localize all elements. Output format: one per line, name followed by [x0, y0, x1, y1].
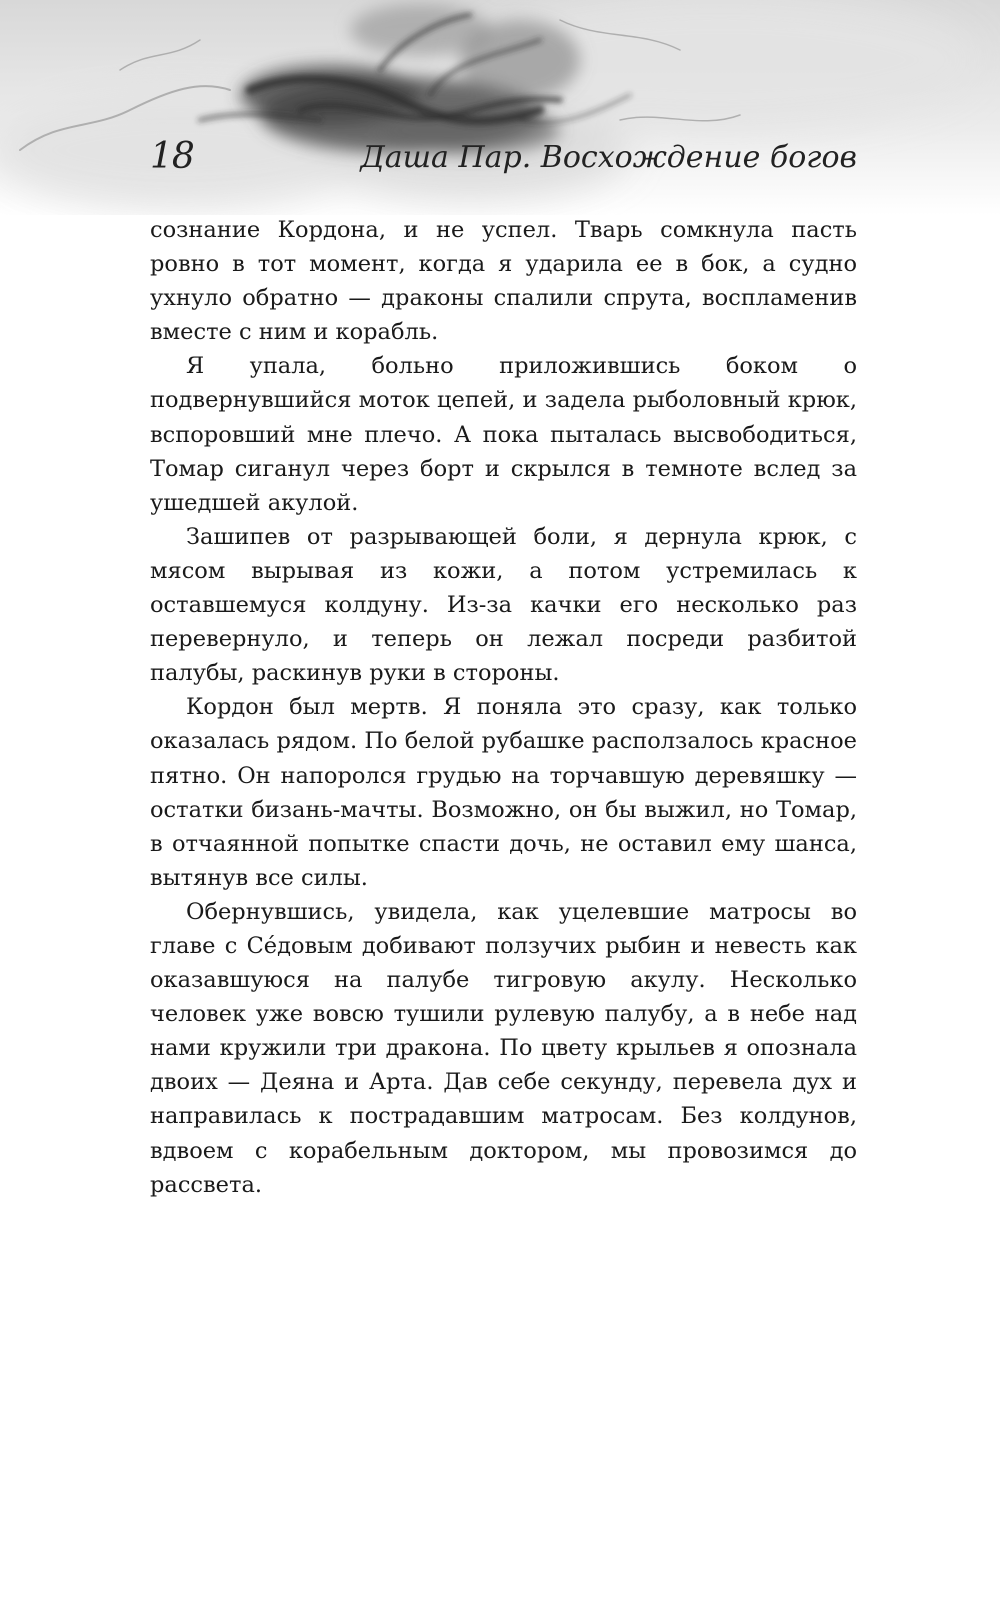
page-number: 18 [150, 136, 194, 177]
paragraph: Кордон был мертв. Я поняла это сразу, как только оказалась рядом. По белой рубашке расползалось красное пятно. Он напоролся грудью на торчавшую деревяшку — остатки бизань-мачты. Возможно, он бы выжил, но Томар, в отчаянной попытке спасти дочь, не оставил ему шанса, вытянув все силы. [150, 694, 857, 891]
paragraph: Я упала, больно приложившись боком о подвернувшийся моток цепей, и задела рыболовный крюк, вспоровший мне плечо. А пока пыталась высвободиться, Томар сиганул через борт и скрылся в темноте вслед за ушедшей акулой. [150, 353, 857, 516]
paragraph: Зашипев от разрывающей боли, я дернула крюк, с мясом вырывая из кожи, а потом устремилась к оставшемуся колдуну. Из-за качки его несколько раз перевернуло, и теперь он лежал посреди разбитой палубы, раскинув руки в стороны. [150, 523, 857, 687]
paragraph: сознание Кордона, и не успел. Тварь сомкнула пасть ровно в тот момент, когда я ударила ее в бок, а судно ухнуло обратно — драконы спалили спрута, воспламенив вместе с ним и корабль. [150, 217, 857, 346]
smoke-dragon-illustration [0, 0, 1000, 215]
body-text [150, 213, 857, 1202]
running-head: Даша Пар. Восхождение богов [360, 140, 857, 175]
paragraph: Обернувшись, увидела, как уцелевшие матросы во главе с Сéдовым добивают ползучих рыбин и невесть как оказавшуюся на палубе тигровую акулу. Несколько человек уже вовсю тушили рулевую палубу, а в небе над нами кружили три дракона. По цвету крыльев я опознала двоих — Деяна и Арта. Дав себе секунду, перевела дух и направилась к пострадавшим матросам. Без колдунов, вдвоем с корабельным доктором, мы провозимся до рассвета. [150, 898, 857, 1198]
